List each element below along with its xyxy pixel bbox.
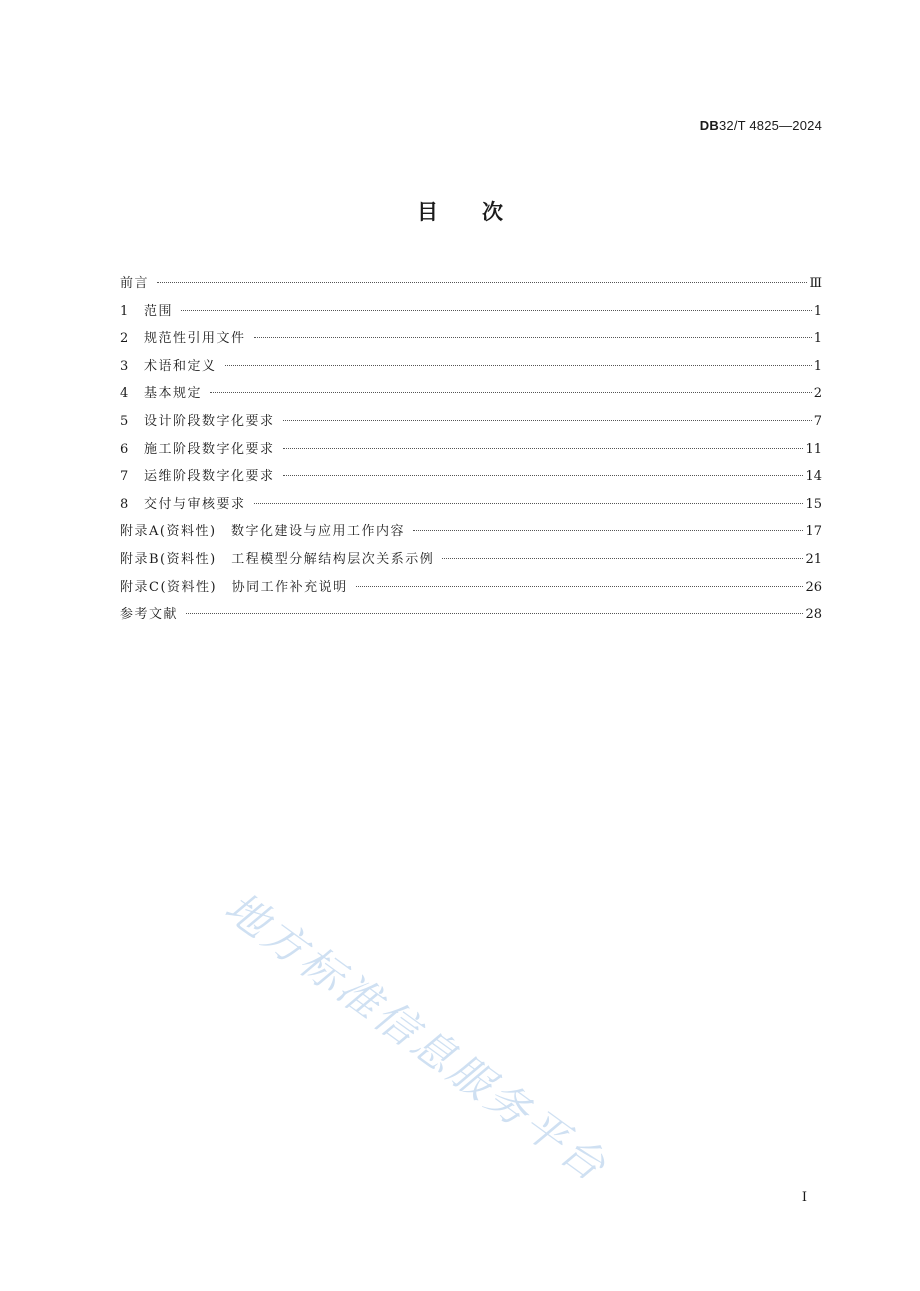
toc-entry-title: 参考文献 [120, 607, 179, 623]
toc-leader-dots [225, 365, 812, 366]
toc-entry-title: 附录B(资料性) 工程模型分解结构层次关系示例 [120, 551, 435, 567]
toc-entry-title: 附录C(资料性) 协同工作补充说明 [120, 579, 348, 595]
page-title-char-2: 次 [482, 200, 503, 224]
toc-entry[interactable] [120, 436, 822, 464]
toc-entry-title: 附录A(资料性) 数字化建设与应用工作内容 [120, 524, 406, 540]
toc-leader-dots [413, 530, 803, 531]
toc-entry-page: 14 [805, 469, 822, 485]
toc-entry[interactable] [120, 518, 822, 546]
toc-entry[interactable] [120, 408, 822, 436]
toc-entry-number: 6 [120, 441, 129, 457]
toc-leader-dots [283, 448, 804, 449]
toc-entry-title: 交付与审核要求 [144, 496, 246, 512]
toc-entry-page: 1 [813, 303, 822, 319]
toc-entry-number: 1 [120, 303, 129, 319]
toc-entry-number: 3 [120, 358, 129, 374]
toc-leader-dots [283, 420, 812, 421]
toc-entry-page: Ⅲ [809, 276, 822, 291]
toc-entry-page: 17 [805, 524, 822, 540]
toc-entry-page: 26 [805, 579, 822, 595]
page-title [0, 196, 920, 226]
table-of-contents [120, 270, 822, 629]
toc-entry-page: 1 [813, 358, 822, 374]
toc-leader-dots [356, 586, 804, 587]
toc-entry-page: 15 [805, 496, 822, 512]
toc-leader-dots [210, 392, 812, 393]
page-number: I [801, 1190, 807, 1205]
toc-entry[interactable] [120, 298, 822, 326]
toc-entry[interactable] [120, 380, 822, 408]
toc-entry[interactable] [120, 270, 822, 298]
toc-entry-number: 4 [120, 386, 129, 402]
toc-entry-page: 28 [805, 607, 822, 623]
watermark: 地方标准信息服务平台 [216, 882, 618, 1193]
toc-entry-title: 运维阶段数字化要求 [144, 469, 275, 485]
document-code-number: 32/T 4825—2024 [718, 118, 822, 133]
toc-entry[interactable] [120, 491, 822, 519]
toc-leader-dots [254, 337, 812, 338]
toc-entry-number: 5 [120, 413, 129, 429]
document-code [700, 118, 822, 133]
toc-entry[interactable] [120, 601, 822, 629]
toc-entry[interactable] [120, 463, 822, 491]
toc-entry[interactable] [120, 574, 822, 602]
toc-leader-dots [442, 558, 803, 559]
toc-entry-title: 规范性引用文件 [144, 331, 246, 347]
toc-entry[interactable] [120, 546, 822, 574]
toc-leader-dots [181, 310, 812, 311]
toc-entry[interactable] [120, 325, 822, 353]
toc-entry-number: 8 [120, 496, 129, 512]
toc-leader-dots [254, 503, 804, 504]
toc-entry-page: 7 [813, 413, 822, 429]
toc-entry-number: 2 [120, 331, 129, 347]
document-code-prefix: DB [699, 118, 719, 133]
toc-entry-page: 21 [805, 551, 822, 567]
toc-entry-page: 11 [805, 441, 822, 457]
toc-leader-dots [186, 613, 803, 614]
toc-entry-title: 基本规定 [144, 386, 203, 402]
toc-entry-page: 1 [813, 331, 822, 347]
page-title-char-1: 目 [417, 200, 438, 224]
toc-entry[interactable] [120, 353, 822, 381]
toc-entry-title: 设计阶段数字化要求 [144, 413, 275, 429]
toc-entry-title: 术语和定义 [144, 358, 217, 374]
toc-entry-title: 前言 [120, 276, 150, 291]
toc-entry-title: 施工阶段数字化要求 [144, 441, 275, 457]
toc-leader-dots [283, 475, 804, 476]
toc-entry-title: 范围 [144, 303, 174, 319]
toc-entry-number: 7 [120, 469, 129, 485]
toc-entry-page: 2 [813, 386, 822, 402]
toc-leader-dots [157, 282, 807, 283]
